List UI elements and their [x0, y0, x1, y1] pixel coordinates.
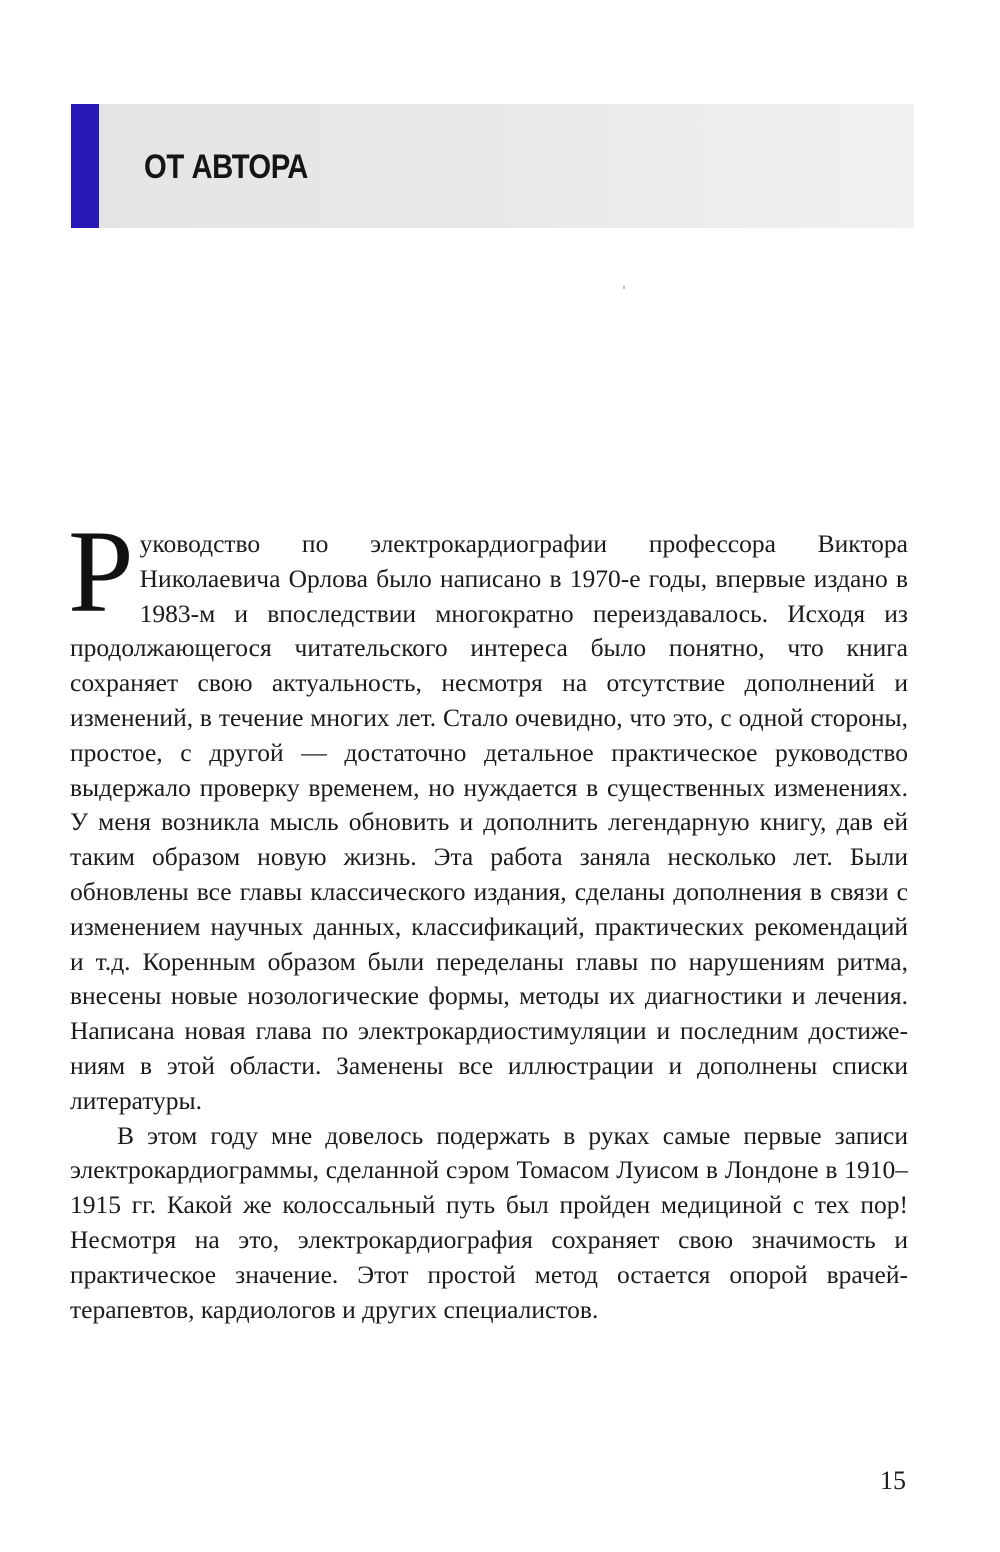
page-number: 15 [880, 1466, 906, 1495]
paragraph-1 [68, 506, 908, 1119]
paragraph-2: В этом году мне довелось подержать в руках самые первые записи электрокардиограммы, сделанной сэром Томасом Луисом в Лондоне в 1910–1915 гг. Какой же колоссальный путь был пройден медициной с тех пор! Несмотря на это, электрокардиография сохраняет свою значимость и практическое значение. Этот простой метод остается опорой врачей-терапевтов, кардиологов и других специалистов. [70, 1120, 908, 1324]
chapter-title: ОТ АВТОРА [144, 148, 308, 186]
print-speck [623, 286, 625, 289]
body-text [68, 506, 908, 1327]
drop-cap: Р [68, 506, 134, 637]
chapter-header-band [71, 104, 914, 228]
chapter-accent-bar [71, 104, 99, 228]
paragraph-1-text: уководство по электрокардиографии профессора Виктора Николаевича Орлова было написано в 1970-е годы, впервые издано в 1983-м и впоследствии многократно переиздавалось. Исходя из продолжающегося читательского интереса было понятно, что книга сохраняет свою актуальность, несмотря на отсутствие дополнений и изменений, в течение многих лет. Стало очевидно, что это, с одной стороны, простое, с другой — достаточно детальное практическое руководство выдержало проверку временем, но нуждается в существенных изменениях. У меня возникла мысль обновить и дополнить легендарную книгу, дав ей таким образом новую жизнь. Эта работа заняла несколько лет. Были обновлены все главы классического издания, сделаны дополнения в связи с изменением научных данных, классификаций, практических рекомендаций и т.д. Коренным образом были переделаны главы по нарушениям ритма, внесены новые нозологические формы, методы их диагностики и лечения. Написана новая глава по электрокардиостимуляции и последним достижениям в этой области. Заменены все иллюстрации и дополнены списки литературы. [70, 529, 908, 1115]
